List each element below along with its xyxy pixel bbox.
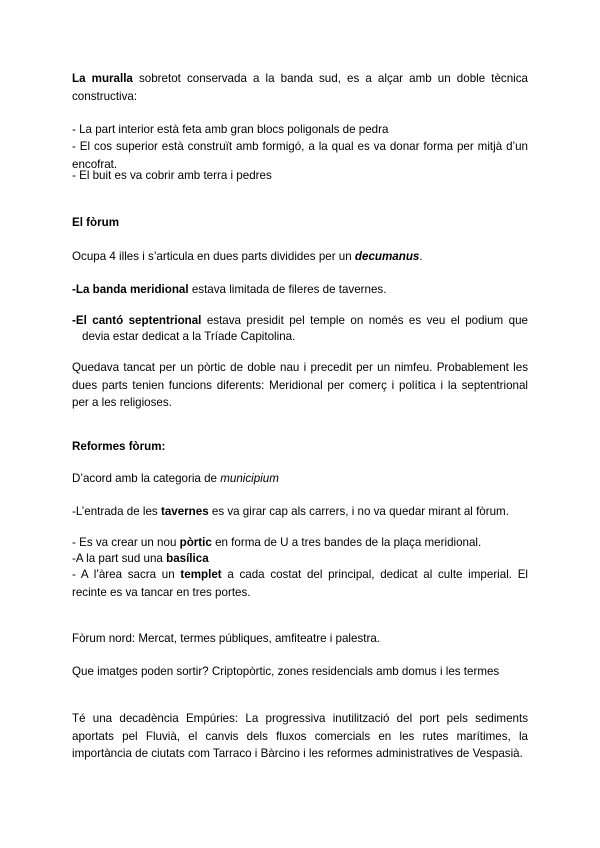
decadencia-paragraph: Té una decadència Empúries: La progressiva inutilització del port pels sediments aportats pel Fluvià, el canvis dels fluxos comercials en les rutes marítimes, la importància de ciutats com Tarraco i Bàrcino i les reformes administratives de Vespasià. xyxy=(72,712,528,760)
reformes-entrada xyxy=(72,503,528,521)
basilica-term: basílica xyxy=(166,552,209,565)
reformes-basilica xyxy=(72,550,528,568)
forum-nord: Fòrum nord: Mercat, termes públiques, amfiteatre i palestra. xyxy=(72,632,381,645)
imatges-question: Que imatges poden sortir? Criptopòrtic, zones residencials amb domus i les termes xyxy=(72,665,500,678)
forum-heading: El fòrum xyxy=(72,216,120,229)
entrada-text-c: es va girar cap als carrers, i no va quedar mirant al fòrum. xyxy=(208,505,509,518)
entrada-text-a: -L’entrada de les xyxy=(72,505,161,518)
meridional-text: estava limitada de fileres de tavernes. xyxy=(188,283,387,296)
forum-meridional xyxy=(72,281,528,299)
acord-text: D’acord amb la categoria de xyxy=(72,472,221,485)
acord-term: municipium xyxy=(220,472,279,485)
portic-text-c: en forma de U a tres bandes de la plaça meridional. xyxy=(211,536,482,549)
reformes-acord xyxy=(72,470,528,488)
basilica-text-a: -A la part sud una xyxy=(72,552,167,565)
septentrional-text-1: estava presidit pel temple on només es veu el podium que xyxy=(201,314,528,327)
muralla-item-1: - La part interior està feta amb gran blocs poligonals de pedra xyxy=(72,123,389,136)
forum-septentrional-line-2: devia estar dedicat a la Tríade Capitolina. xyxy=(82,330,296,343)
forum-intro-end: . xyxy=(419,250,423,263)
templet-text-a: - A l’àrea sacra un xyxy=(72,568,181,581)
muralla-text: sobretot conservada a la banda sud, es a alçar amb un doble tècnica constructiva: xyxy=(72,72,528,103)
templet-text-c: a cada costat del principal, dedicat al culte imperial. El recinte es va tancar en tres portes. xyxy=(72,568,528,599)
portic-term: pòrtic xyxy=(179,536,212,549)
entrada-term: tavernes xyxy=(160,505,209,518)
templet-term: templet xyxy=(180,568,222,581)
forum-intro-term: decumanus xyxy=(354,250,420,263)
reformes-templet xyxy=(72,566,528,601)
reformes-heading: Reformes fòrum: xyxy=(72,440,166,453)
forum-intro xyxy=(72,248,528,266)
muralla-item-2: - El cos superior està construït amb formigó, a la qual es va donar forma per mitjà d’un encofrat. xyxy=(72,140,528,171)
meridional-term: -La banda meridional xyxy=(72,283,189,296)
muralla-paragraph xyxy=(72,70,528,105)
muralla-item-3: - El buit es va cobrir amb terra i pedres xyxy=(72,169,272,182)
portic-text-a: - Es va crear un nou xyxy=(72,536,180,549)
forum-septentrional-line-1 xyxy=(72,312,528,330)
septentrional-term: -El cantó septentrional xyxy=(72,314,202,327)
forum-tancat-paragraph: Quedava tancat per un pòrtic de doble nau i precedit per un nimfeu. Probablement les dues parts tenien funcions diferents: Meridional per comerç i política i la septentrional per a les religioses. xyxy=(72,361,528,409)
muralla-term: La muralla xyxy=(72,72,133,85)
reformes-portic xyxy=(72,534,528,552)
forum-intro-text: Ocupa 4 illes i s’articula en dues parts dividides per un xyxy=(72,250,355,263)
